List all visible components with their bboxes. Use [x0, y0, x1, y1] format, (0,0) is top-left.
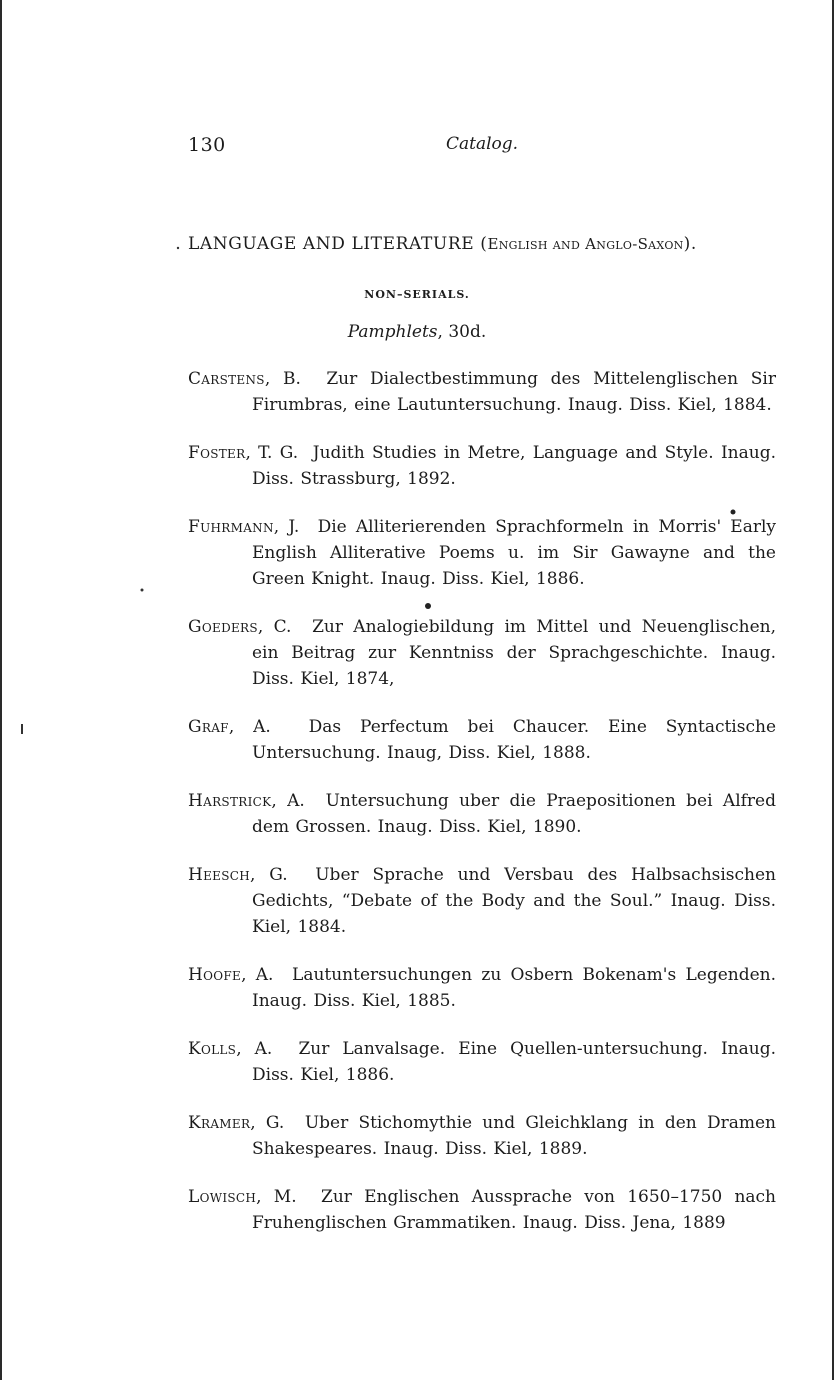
category-suffix: , 30d.: [437, 322, 487, 342]
page-number: 130: [188, 134, 226, 156]
catalog-entry: [188, 366, 776, 418]
entry-author: Hoofe: [188, 965, 242, 985]
entry-text: Das Perfectum bei Chaucer. Eine Syntactische Untersuchung. Inaug, Diss. Kiel, 1888.: [252, 717, 776, 763]
entry-text: Judith Studies in Metre, Language and Style. Inaug. Diss. Strassburg, 1892.: [252, 443, 777, 489]
catalog-entry: [188, 440, 776, 492]
catalog-entries: [188, 366, 776, 1258]
entry-initials: , G.: [250, 1113, 285, 1133]
entry-initials: , M.: [256, 1187, 297, 1207]
entry-initials: , A.: [241, 965, 274, 985]
entry-author: Harstrick: [188, 791, 272, 811]
category-italic: Pamphlets: [347, 322, 438, 342]
entry-text: Zur Lanvalsage. Eine Quellen-untersuchung. Inaug. Diss. Kiel, 1886.: [252, 1039, 776, 1085]
entry-author: Fuhrmann: [188, 517, 274, 537]
ink-speck: [21, 724, 23, 734]
section-title-main: LANGUAGE AND LITERATURE (: [188, 234, 488, 254]
category-heading: [0, 322, 834, 342]
entry-text: Lautuntersuchungen zu Osbern Bokenam's Legenden. Inaug. Diss. Kiel, 1885.: [252, 965, 777, 1011]
entry-text: Untersuchung uber die Praepositionen bei Alfred dem Grossen. Inaug. Diss. Kiel, 1890.: [252, 791, 776, 837]
entry-initials: , G.: [250, 865, 288, 885]
entry-author: Goeders: [188, 617, 258, 637]
catalog-entry: [188, 1036, 776, 1088]
entry-text: Uber Stichomythie und Gleichklang in den Dramen Shakespeares. Inaug. Diss. Kiel, 1889.: [252, 1113, 777, 1159]
entry-author: Foster: [188, 443, 246, 463]
entry-text: Zur Englischen Aussprache von 1650–1750 nach Fruhenglischen Grammatiken. Inaug. Diss. Jena, 1889: [252, 1187, 776, 1233]
entry-author: Kolls: [188, 1039, 237, 1059]
ink-speck: [141, 589, 144, 592]
entry-initials: , C.: [257, 617, 292, 637]
catalog-entry: [188, 714, 776, 766]
section-title-sub: English and Anglo-Saxon: [487, 235, 684, 253]
catalog-entry: [188, 788, 776, 840]
entry-initials: , A.: [228, 717, 271, 737]
left-page-edge: [0, 0, 2, 1380]
catalog-entry: [188, 862, 776, 940]
entry-text: Zur Analogiebildung im Mittel und Neuenglischen, ein Beitrag zur Kenntniss der Sprachgeschichte. Inaug. Diss. Kiel, 1874,: [252, 617, 776, 689]
entry-initials: , T. G.: [245, 443, 299, 463]
entry-initials: , A.: [271, 791, 305, 811]
entry-author: Carstens: [188, 369, 265, 389]
catalog-entry: [188, 1184, 776, 1236]
entry-text: Die Alliterierenden Sprachformeln in Morris' Early English Alliterative Poems u. im Sir Gawayne and the Green Knight. Inaug. Diss. Kiel, 1886.: [252, 517, 776, 589]
entry-author: Lowisch: [188, 1187, 257, 1207]
entry-initials: , J.: [273, 517, 300, 537]
entry-initials: , B.: [264, 369, 301, 389]
catalog-entry: [188, 1110, 776, 1162]
section-title-end: ).: [683, 234, 697, 254]
ink-speck: [177, 247, 179, 249]
entry-author: Heesch: [188, 865, 251, 885]
entry-initials: , A.: [236, 1039, 273, 1059]
catalog-entry: [188, 614, 776, 692]
entry-author: Graf: [188, 717, 229, 737]
entry-author: Kramer: [188, 1113, 251, 1133]
entry-text: Uber Sprache und Versbau des Halbsachsischen Gedichts, “Debate of the Body and the Soul.” Inaug. Diss. Kiel, 1884.: [252, 865, 777, 937]
running-title: Catalog.: [446, 134, 519, 154]
entry-text: Zur Dialectbestimmung des Mittelenglischen Sir Firumbras, eine Lautuntersuchung. Inaug. Diss. Kiel, 1884.: [252, 369, 776, 415]
section-heading: [188, 234, 778, 254]
subheading: NON–SERIALS.: [364, 288, 470, 301]
catalog-entry: [188, 962, 776, 1014]
catalog-entry: [188, 514, 776, 592]
